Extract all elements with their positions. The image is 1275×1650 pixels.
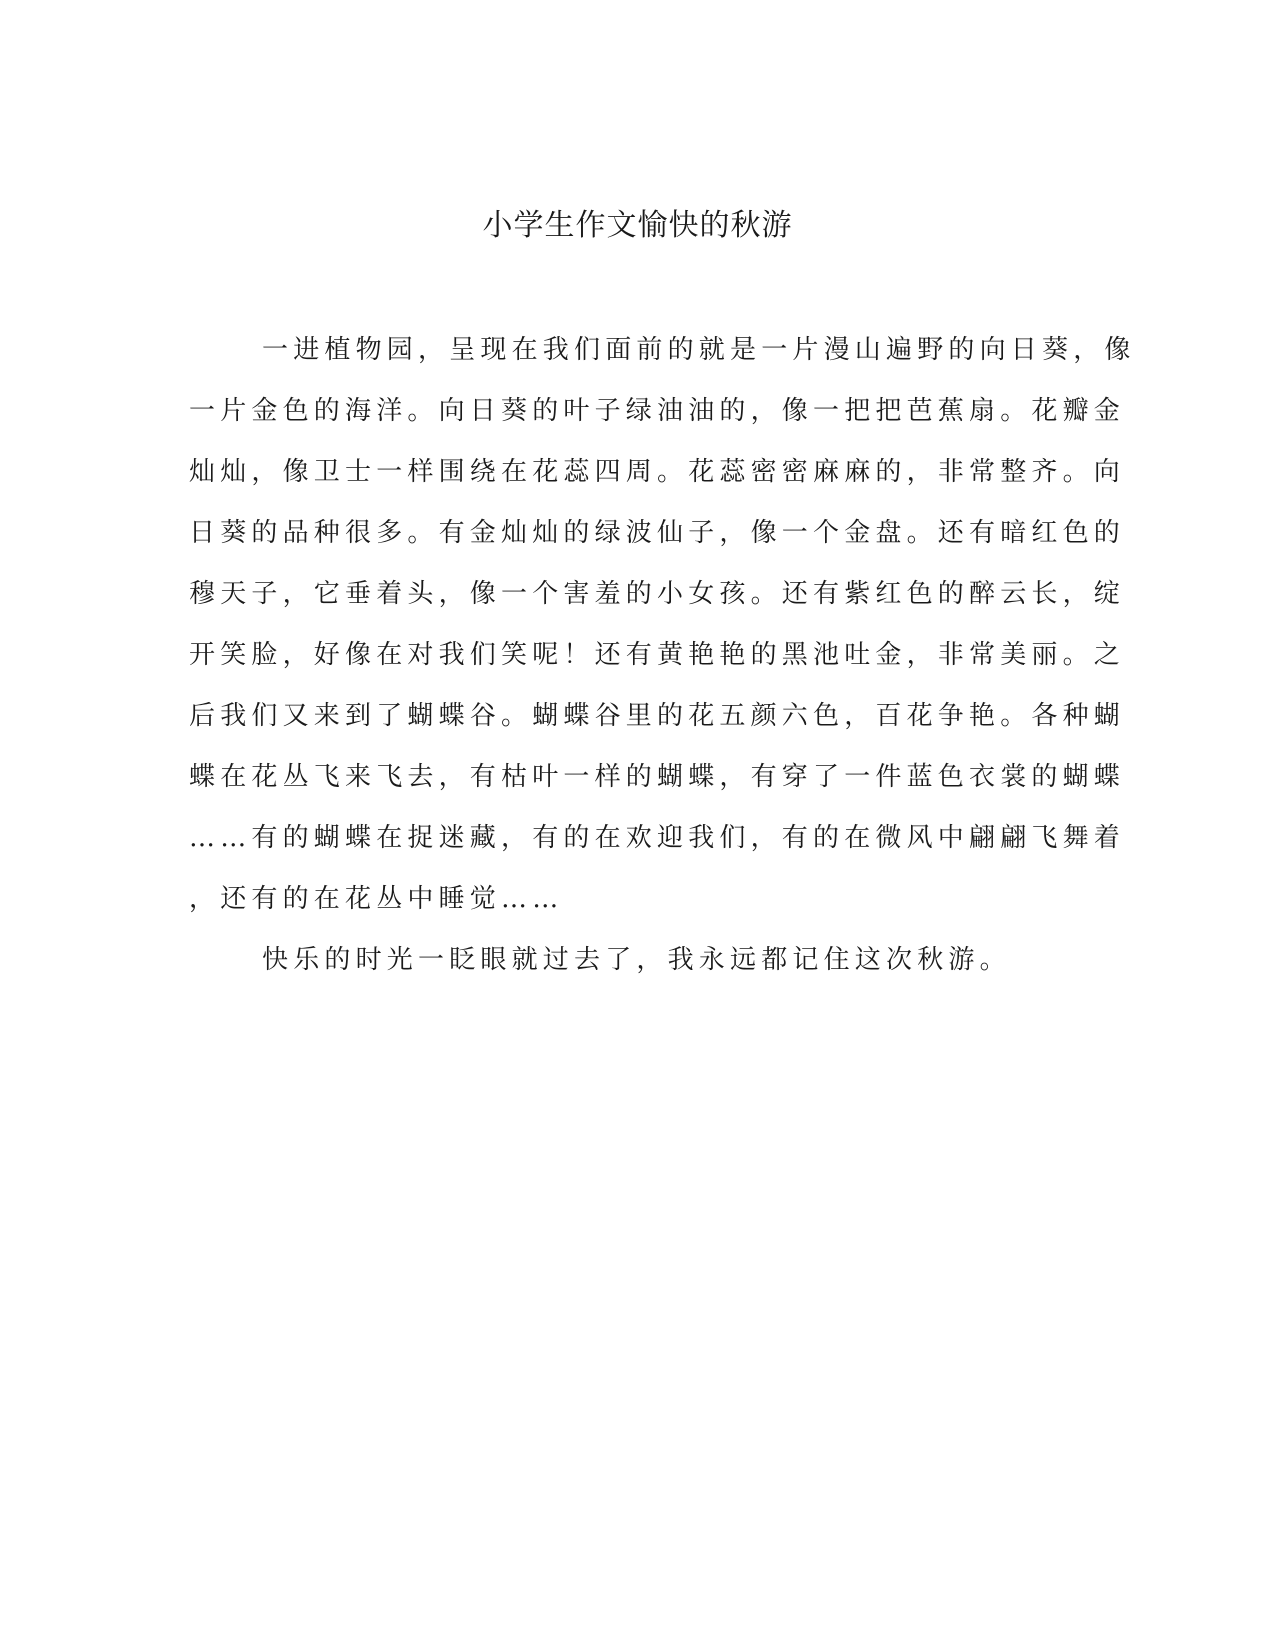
paragraph-line: 蝶在花丛飞来飞去，有枯叶一样的蝴蝶，有穿了一件蓝色衣裳的蝴蝶 xyxy=(189,762,1126,792)
document-title: 小学生作文愉快的秋游 xyxy=(482,208,793,243)
paragraph-line: ，还有的在花丛中睡觉…… xyxy=(189,884,564,914)
paragraph-1 xyxy=(189,320,1136,930)
paragraph-line: 开笑脸，好像在对我们笑呢！还有黄艳艳的黑池吐金，非常美丽。之 xyxy=(189,640,1126,670)
paragraph-line: 后我们又来到了蝴蝶谷。蝴蝶谷里的花五颜六色，百花争艳。各种蝴 xyxy=(189,701,1126,731)
document-body xyxy=(189,320,1136,991)
paragraph-line: ……有的蝴蝶在捉迷藏，有的在欢迎我们，有的在微风中翩翩飞舞着 xyxy=(189,823,1126,853)
paragraph-line: 灿灿，像卫士一样围绕在花蕊四周。花蕊密密麻麻的，非常整齐。向 xyxy=(189,457,1126,487)
paragraph-line: 穆天子，它垂着头，像一个害羞的小女孩。还有紫红色的醉云长，绽 xyxy=(189,579,1126,609)
paragraph-line: 日葵的品种很多。有金灿灿的绿波仙子，像一个金盘。还有暗红色的 xyxy=(189,518,1126,548)
paragraph-2 xyxy=(189,930,1069,991)
paragraph-line: 一进植物园，呈现在我们面前的就是一片漫山遍野的向日葵，像 xyxy=(262,335,1136,365)
paragraph-line: 一片金色的海洋。向日葵的叶子绿油油的，像一把把芭蕉扇。花瓣金 xyxy=(189,396,1126,426)
paragraph-line: 快乐的时光一眨眼就过去了，我永远都记住这次秋游。 xyxy=(262,945,1011,975)
